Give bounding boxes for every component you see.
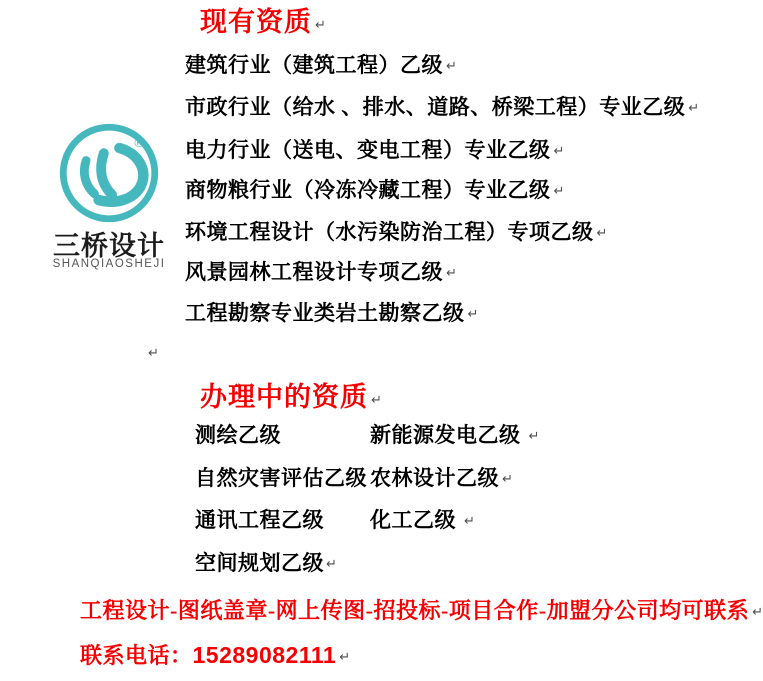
pending-item-left: 通讯工程乙级 [195,508,324,532]
services-contact-text: 工程设计-图纸盖章-网上传图-招投标-项目合作-加盟分公司均可联系 [80,598,750,623]
registered-trademark-icon: ® [132,135,146,150]
qualification-item [185,53,457,78]
qualification-item [185,301,478,326]
paragraph-mark-icon: ↵ [339,650,351,665]
pending-item-right-text: 农林设计乙级 [370,466,499,490]
qualification-item [185,95,699,120]
pending-item-right-text: 新能源发电乙级 [370,423,521,447]
brand-name-latin: SHANQIAOSHEJI [52,258,166,270]
wave-logo-icon [57,121,161,225]
paragraph-mark-icon: ↵ [752,605,763,620]
pending-item-right [323,551,337,576]
paragraph-mark-icon: ↵ [148,346,159,361]
brand-name-chinese: 三桥设计 [53,231,165,261]
qualification-text: 风景园林工程设计专项乙级 [185,260,443,284]
paragraph-mark-icon: ↵ [553,184,565,199]
phone-label: 联系电话： [80,643,193,668]
paragraph-mark-icon: ↵ [446,266,457,281]
paragraph-mark-icon: ↵ [446,59,457,74]
paragraph-mark-icon: ↵ [464,514,475,529]
paragraph-mark-icon: ↵ [596,226,608,241]
pending-item-left: 空间规划乙级 [195,551,324,575]
paragraph-mark-icon: ↵ [688,101,700,116]
qualification-text: 商物粮行业（冷冻冷藏工程）专业乙级 [185,178,551,202]
section-title-pending-text: 办理中的资质 [200,382,368,412]
pending-item-right [370,466,513,491]
paragraph-mark-icon: ↵ [502,472,513,487]
paragraph-mark-icon: ↵ [467,307,479,322]
pending-item-left: 自然灾害评估乙级 [195,466,367,490]
phone-number: 15289082111 [192,642,337,668]
qualification-item [185,220,607,245]
section-title-current-text: 现有资质 [200,7,312,37]
services-contact-line [80,598,763,624]
qualification-text: 建筑行业（建筑工程）乙级 [185,53,443,77]
pending-item-left: 测绘乙级 [195,423,281,447]
pending-item-right-text: 化工乙级 [370,508,456,532]
section-title-pending [200,381,382,413]
paragraph-mark-icon: ↵ [371,393,382,408]
paragraph-mark-icon: ↵ [326,557,337,572]
qualification-item [185,178,564,203]
qualification-text: 工程勘察专业类岩土勘察乙级 [185,301,465,325]
paragraph-mark-icon: ↵ [553,144,565,159]
pending-item-right [370,508,475,533]
qualification-text: 市政行业（给水 、排水、道路、桥梁工程）专业乙级 [185,95,686,119]
qualification-text: 电力行业（送电、变电工程）专业乙级 [185,138,551,162]
section-title-current [200,6,326,38]
paragraph-mark-icon: ↵ [528,429,540,444]
phone-line [80,642,350,670]
qualification-item [185,260,457,285]
qualification-item [185,138,564,163]
pending-item-right [370,423,539,448]
paragraph-mark-icon: ↵ [315,18,326,33]
qualification-text: 环境工程设计（水污染防治工程）专项乙级 [185,220,594,244]
